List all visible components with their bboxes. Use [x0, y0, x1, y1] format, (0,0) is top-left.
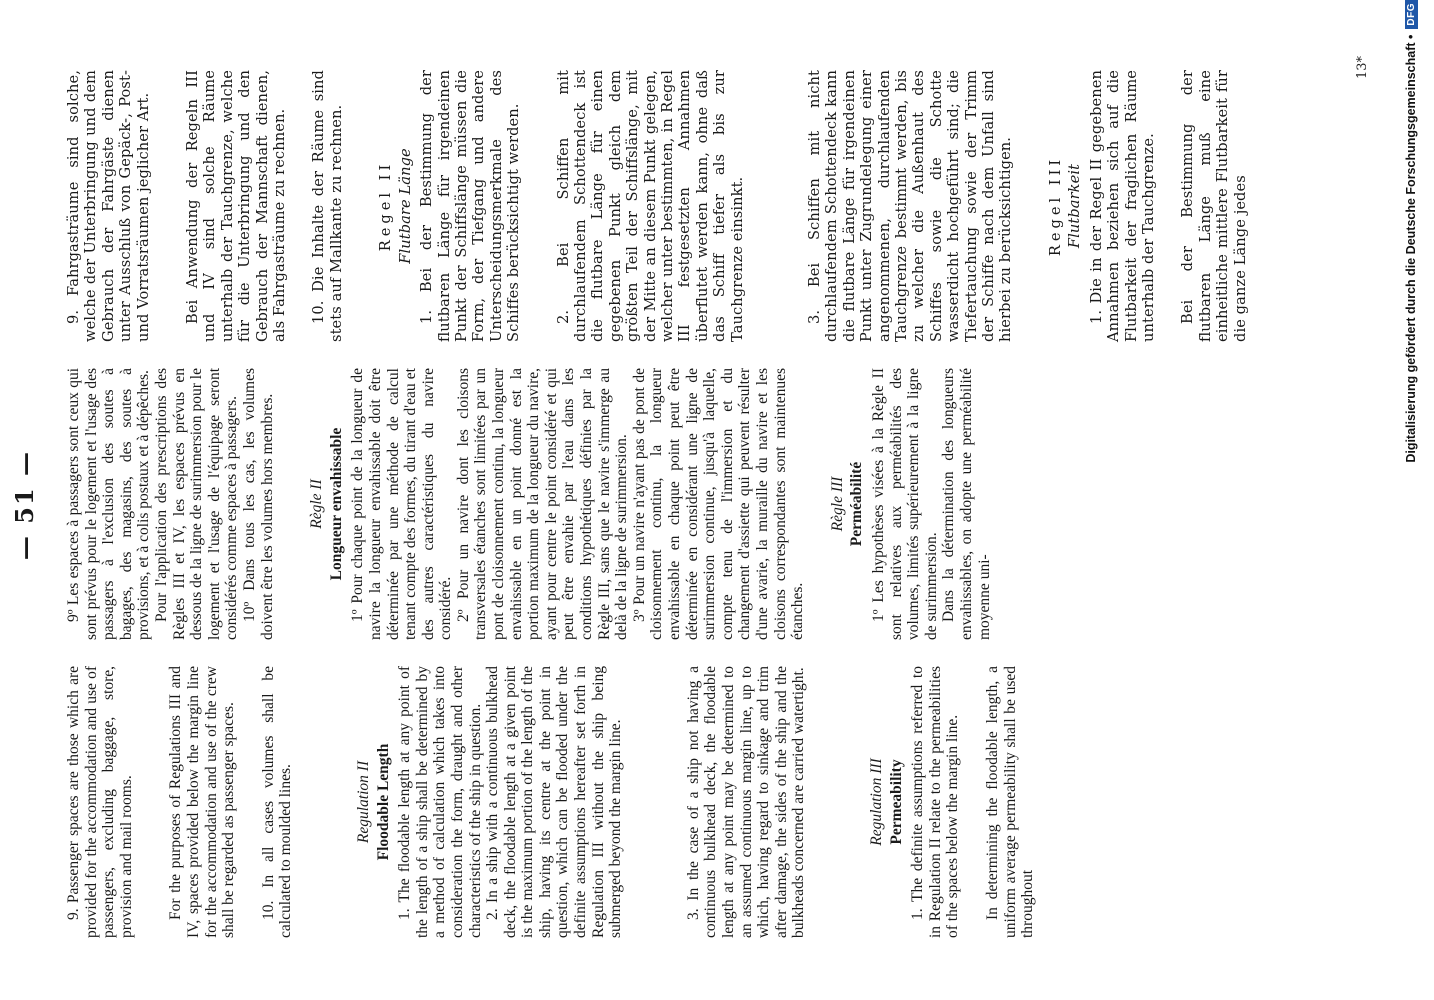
- de-para-9: 9. Fahrgasträume sind solche, welche der Unterbringung und dem Gebrauch der Fahrgäste dienen unter Ausschluß von Gepäck-, Post- und Vorratsräumen jeglicher Art.: [65, 70, 152, 342]
- fr-para-10: 10º Dans tous les cas, les volumes doivent être les volumes hors membres.: [240, 368, 276, 640]
- english-column: [65, 666, 1037, 938]
- fr-regle-3-heading: Perméabilité: [848, 461, 866, 547]
- digitization-credit-strip: [1400, 0, 1434, 1000]
- french-column: [65, 368, 993, 640]
- en-reg2-para-1: 1. The floodable length at any point of the length of a ship shall be determined by a method of calculation which takes into consideration the form, draught and other characteristics of the ship in question.: [396, 666, 484, 938]
- de-para-purposes: Bei Anwendung der Regeln III und IV sind solche Räume unterhalb der Tauchgrenze, welche für die Unterbringung und den Gebrauch der Mannschaft dienen, als Fahrgasträume zu rechnen.: [184, 70, 289, 342]
- page-number: — 51 —: [10, 449, 39, 561]
- sheet-signature: 13*: [1355, 56, 1370, 80]
- dfg-logo: DFG: [1405, 0, 1418, 29]
- de-reg3-para-2: Bei der Bestimmung der flutbaren Länge muß eine einheitliche mittlere Flutbarkeit für die ganze Länge jedes: [1179, 70, 1249, 342]
- en-para-purposes: For the purposes of Regulations III and IV, spaces provided below the margin line for the accommodation and use of the crew shall be regarded as passenger spaces.: [167, 666, 238, 938]
- en-reg3-para-1: 1. The definite assumptions referred to in Regulation II relate to the permeabilities of the spaces below the margin line.: [909, 666, 962, 938]
- de-reg2-para-1: 1. Bei der Bestimmung der flutbaren Länge für irgendeinen Punkt der Schiffslänge müssen die Form, der Tiefgang und andere Unterscheidungsmerkmale des Schiffes berücksichtigt werden.: [418, 70, 523, 342]
- en-regulation-2-title: Regulation II: [354, 760, 372, 844]
- de-para-10: 10. Die Inhalte der Räume sind stets auf Mallkante zu rechnen.: [310, 70, 345, 342]
- fr-regle-2-heading: Longueur envahissable: [327, 427, 345, 581]
- en-reg2-para-2: 2. In a ship with a continuous bulkhead deck, the floodable length at a given point is the maximum portion of the length of the ship, having its centre at the point in question, which can be flooded under the definite assumptions hereafter set forth in Regulation III without the ship being submerged beyond the margin line.: [484, 666, 625, 938]
- de-regel-3-title: Regel III: [1046, 155, 1064, 257]
- fr-reg3-para-1: 1º Les hypothèses visées à la Règle II sont relatives aux perméabilités des volumes, limités supérieurement à la ligne de surimmersion.: [869, 368, 940, 640]
- fr-reg2-para-1: 1º Pour chaque point de la longueur de navire la longueur envahissable doit être déterminée par une méthode de calcul tenant compte des formes, du tirant d'eau et des autres caractéristiques du navire considéré.: [349, 368, 455, 640]
- en-regulation-2-heading: Floodable Length: [374, 743, 392, 861]
- en-reg3-para-2: In determining the floodable length, a uniform average permeability shall be used throughout: [983, 666, 1037, 938]
- fr-reg2-para-3: 3º Pour un navire n'ayant pas de pont de cloisonnement continu, la longueur envahissable en chaque point peut être déterminée en considérant une ligne de surimmersion continue, jusqu'à laquelle, compte tenu de l'immersion et du changement d'assiette qui peuvent résulter d'une avarie, la muraille du navire et les cloisons correspondantes sont maintenues étanches.: [630, 368, 807, 640]
- de-reg2-para-2: 2. Bei Schiffen mit durchlaufendem Schottendeck ist die flutbare Länge für einen gegebenen Punkt gleich dem größten Teil der Schiffslänge, mit der Mitte an diesem Punkt gelegen, welcher unter bestimmten, in Regel III festgesetzten Annahmen überflutet werden kann, ohne daß das Schiff tiefer als bis zur Tauchgrenze einsinkt.: [554, 70, 746, 342]
- fr-para-9: 9º Les espaces à passagers sont ceux qui sont prévus pour le logement et l'usage des passagers à l'exclusion des soutes à bagages, des magasins, des soutes à provisions, et à colis postaux et à dépêches.: [65, 368, 153, 640]
- german-column: [65, 70, 1249, 342]
- de-regel-2-heading: Flutbare Länge: [396, 148, 414, 264]
- de-reg2-para-3: 3. Bei Schiffen mit nicht durchlaufendem Schottendeck kann die flutbare Länge für irgendeinen Punkt unter Zugrundelegung einer angenommenen, durchlaufenden Tauchgrenze bestimmt werden, bis zu welcher die Außenhaut des Schiffes sowie die Schotte wasserdicht hochgeführt sind; die Tiefertauchung sowie der Trimm der Schiffe nach dem Unfall sind hierbei zu berücksichtigen.: [806, 70, 1015, 342]
- fr-para-purposes: Pour l'application des prescriptions des Règles III et IV, les espaces prévus en dessous de la ligne de surimmersion pour le logement et l'usage de l'équipage seront considérés comme espaces à passagers.: [152, 368, 241, 640]
- fr-reg2-para-2: 2º Pour un navire dont les cloisons transversales étanches sont limitées par un pont de cloisonnement continu, la longueur envahissable en un point donné est la portion maximum de la longueur du navire, ayant pour centre le point considéré et qui peut être envahie par l'eau dans les conditions hypothétiques définies par la Règle III, sans que le navire s'immerge au delà de la ligne de surimmersion.: [454, 368, 631, 640]
- en-para-9: 9. Passenger spaces are those which are provided for the accommodation and use of passengers, excluding baggage, store, provision and mail rooms.: [65, 666, 135, 938]
- de-reg3-para-1: 1. Die in der Regel II gegebenen Annahmen beziehen sich auf die Flutbarkeit der fraglichen Räume unterhalb der Tauchgrenze.: [1087, 70, 1157, 342]
- de-regel-2-title: Regel II: [377, 160, 395, 252]
- en-para-10: 10. In all cases volumes shall be calculated to moulded lines.: [259, 666, 295, 938]
- en-regulation-3-title: Regulation III: [868, 758, 885, 846]
- de-regel-3-heading: Flutbarkeit: [1066, 163, 1084, 249]
- fr-reg3-para-2: Dans la détermination des longueurs envahissables, on adopte une perméabilité moyenne uni-: [940, 368, 993, 640]
- credit-text: Digitalisierung gefördert durch die Deutsche Forschungsgemeinschaft •: [1404, 34, 1418, 463]
- en-reg2-para-3: 3. In the case of a ship not having a continuous bulkhead deck, the floodable length at any point may be determined to an assumed continuous margin line, up to which, having regard to sinkage and trim after damage, the sides of the ship and the bulkheads concerned are carried watertight.: [684, 666, 808, 938]
- en-regulation-3-heading: Permeability: [887, 759, 905, 845]
- fr-regle-2-title: Règle II: [308, 479, 326, 529]
- fr-regle-3-title: Règle III: [828, 476, 846, 532]
